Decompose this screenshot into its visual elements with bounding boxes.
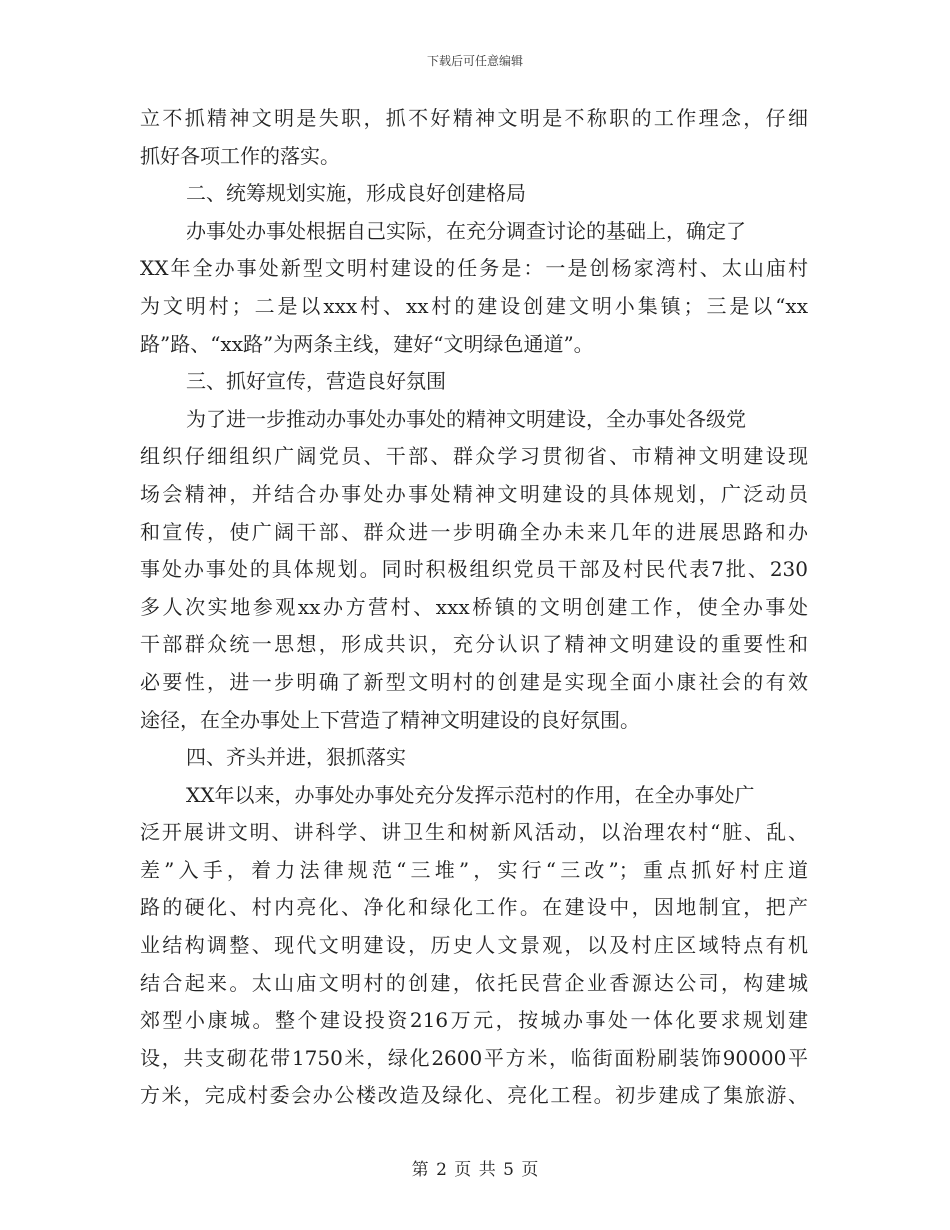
text-line: 途径，在全办事处上下营造了精神文明建设的良好氛围。	[140, 707, 640, 732]
paragraph-first-line: XX年以来，办事处办事处充分发挥示范村的作用，在全办事处广	[186, 782, 755, 807]
section-heading: 二、统筹规划实施，形成良好创建格局	[186, 181, 526, 206]
text-line: 路”路、“xx路”为两条主线，建好“文明绿色通道”。	[140, 331, 594, 356]
text-line: 差”入手，着力法律规范“三堆”，实行“三改”；重点抓好村庄道	[140, 857, 808, 882]
text-line: 路的硬化、村内亮化、净化和绿化工作。在建设中，因地制宜，把产	[140, 895, 808, 920]
text-line: 必要性，进一步明确了新型文明村的创建是实现全面小康社会的有效	[140, 669, 808, 694]
text-line: 组织仔细组织广阔党员、干部、群众学习贯彻省、市精神文明建设现	[140, 444, 808, 469]
paragraph-first-line: 为了进一步推动办事处办事处的精神文明建设，全办事处各级党	[186, 406, 746, 431]
section-heading: 四、齐头并进，狠抓落实	[186, 745, 406, 770]
paragraph-first-line: 办事处办事处根据自己实际，在充分调查讨论的基础上，确定了	[186, 218, 746, 243]
document-body	[140, 100, 808, 1115]
text-line: 抓好各项工作的落实。	[140, 143, 340, 168]
text-line: XX年全办事处新型文明村建设的任务是：一是创杨家湾村、太山庙村	[140, 256, 808, 281]
text-line: 业结构调整、现代文明建设，历史人文景观，以及村庄区域特点有机	[140, 933, 808, 958]
text-line: 泛开展讲文明、讲科学、讲卫生和树新风活动，以治理农村“脏、乱、	[140, 820, 808, 845]
text-line: 事处办事处的具体规划。同时积极组织党员干部及村民代表7批、230	[140, 557, 808, 582]
text-line: 郊型小康城。整个建设投资216万元，按城办事处一体化要求规划建	[140, 1008, 808, 1033]
text-line: 为文明村；二是以xxx村、xx村的建设创建文明小集镇；三是以“xx	[140, 293, 808, 318]
text-line: 干部群众统一思想，形成共识，充分认识了精神文明建设的重要性和	[140, 632, 808, 657]
text-line: 结合起来。太山庙文明村的创建，依托民营企业香源达公司，构建城	[140, 970, 808, 995]
text-line: 方米，完成村委会办公楼改造及绿化、亮化工程。初步建成了集旅游、	[140, 1083, 808, 1108]
text-line: 多人次实地参观xx办方营村、xxx桥镇的文明创建工作，使全办事处	[140, 594, 808, 619]
text-line: 设，共支砌花带1750米，绿化2600平方米，临街面粉刷装饰90000平	[140, 1045, 808, 1070]
page-header-note: 下载后可任意编辑	[426, 54, 523, 68]
page-number-footer: 第 2 页 共 5 页	[411, 1160, 539, 1180]
text-line: 场会精神，并结合办事处办事处精神文明建设的具体规划，广泛动员	[140, 481, 808, 506]
text-line: 和宣传，使广阔干部、群众进一步明确全办未来几年的进展思路和办	[140, 519, 808, 544]
text-line: 立不抓精神文明是失职，抓不好精神文明是不称职的工作理念，仔细	[140, 106, 808, 130]
section-heading: 三、抓好宣传，营造良好氛围	[186, 369, 446, 394]
